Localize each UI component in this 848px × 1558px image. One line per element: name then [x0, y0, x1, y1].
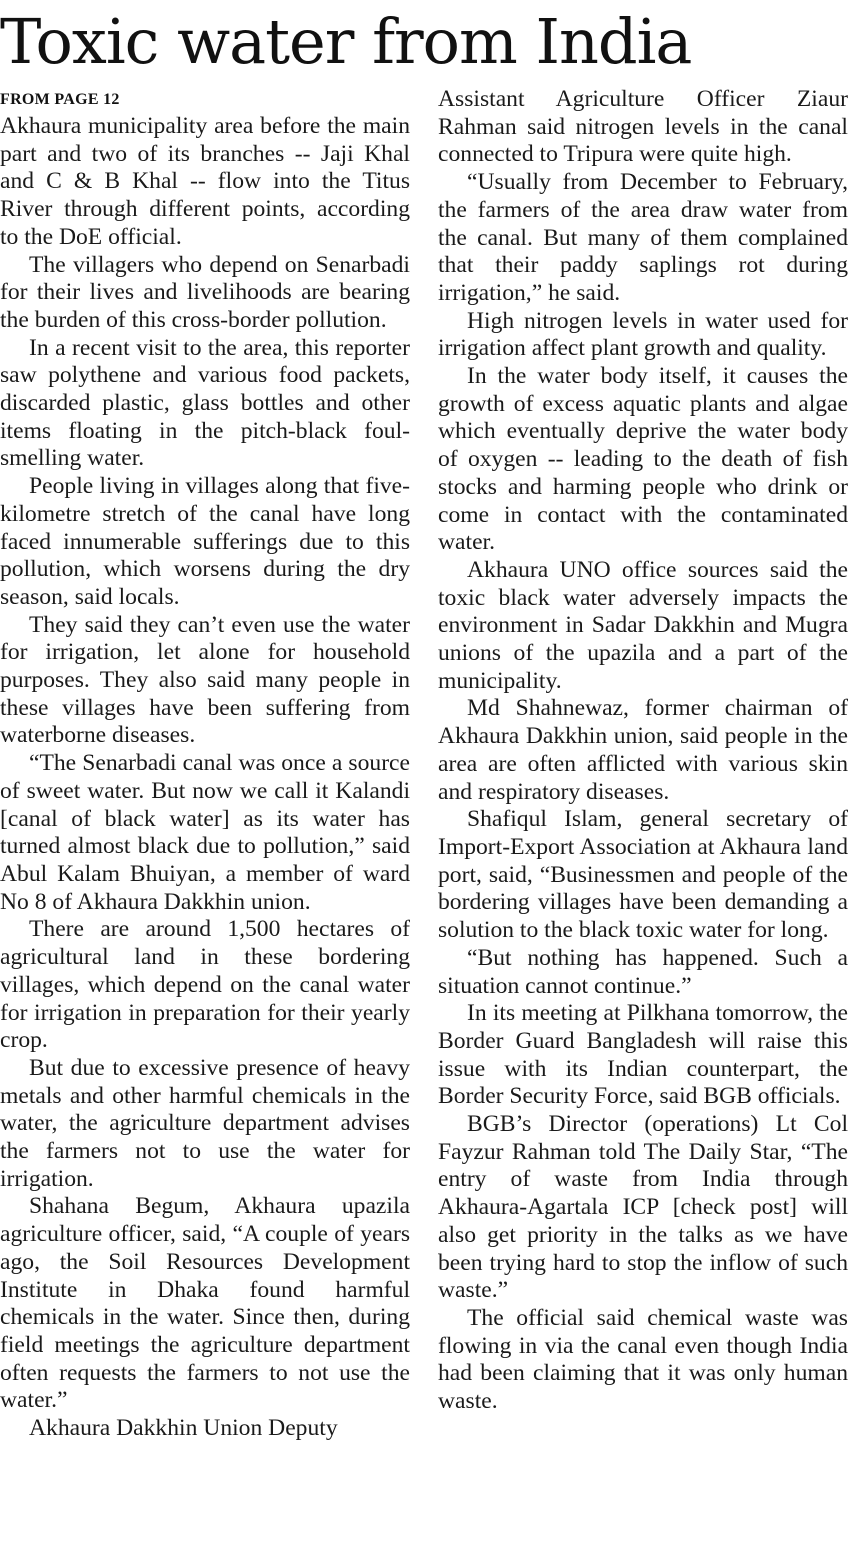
right-column	[438, 86, 848, 1556]
paragraph: Shafiqul Islam, general secretary of Import-Export Association at Akhaura land port, said, “Businessmen and people of the bordering villages have been demanding a solution to the black toxic water for long.	[438, 806, 848, 944]
paragraph: But due to excessive presence of heavy metals and other harmful chemicals in the water, the agriculture department advises the farmers not to use the water for irrigation.	[0, 1054, 410, 1192]
paragraph: There are around 1,500 hectares of agricultural land in these bordering villages, which depend on the canal water for irrigation in preparation for their yearly crop.	[0, 916, 410, 1054]
paragraph: Md Shahnewaz, former chairman of Akhaura Dakkhin union, said people in the area are often afflicted with various skin and respiratory diseases.	[438, 695, 848, 805]
paragraph: The villagers who depend on Senarbadi for their lives and livelihoods are bearing the burden of this cross-border pollution.	[0, 251, 410, 333]
paragraph: BGB’s Director (operations) Lt Col Fayzur Rahman told The Daily Star, “The entry of waste from India through Akhaura-Agartala ICP [check post] will also get priority in the talks as we have been trying hard to stop the inflow of such waste.”	[438, 1111, 848, 1304]
paragraph: People living in villages along that five-kilometre stretch of the canal have long faced innumerable sufferings due to this pollution, which worsens during the dry season, said locals.	[0, 473, 410, 610]
paragraph: “Usually from December to February, the farmers of the area draw water from the canal. But many of them complained that their paddy saplings rot during irrigation,” he said.	[438, 169, 848, 306]
paragraph: Akhaura Dakkhin Union Deputy	[29, 1415, 338, 1442]
paragraph: In its meeting at Pilkhana tomorrow, the Border Guard Bangladesh will raise this issue with its Indian counterpart, the Border Security Force, said BGB officials.	[438, 1000, 848, 1110]
paragraph: Assistant Agriculture Officer Ziaur Rahman said nitrogen levels in the canal connected to Tripura were quite high.	[438, 86, 848, 168]
headline: Toxic water from India	[0, 5, 692, 78]
continuation-kicker: FROM PAGE 12	[0, 91, 120, 108]
paragraph: “But nothing has happened. Such a situation cannot continue.”	[438, 944, 848, 999]
paragraph: “The Senarbadi canal was once a source of sweet water. But now we call it Kalandi [canal of black water] as its water has turned almost black due to pollution,” said Abul Kalam Bhuiyan, a member of ward No 8 of Akhaura Dakkhin union.	[0, 750, 410, 915]
left-column	[0, 86, 410, 1556]
paragraph: In the water body itself, it causes the growth of excess aquatic plants and algae which eventually deprive the water body of oxygen -- leading to the death of fish stocks and harming people who drink or come in contact with the contaminated water.	[438, 363, 848, 556]
paragraph: Akhaura municipality area before the main part and two of its branches -- Jaji Khal and C & B Khal -- flow into the Titus River through different points, according to the DoE official.	[0, 113, 410, 250]
paragraph: Akhaura UNO office sources said the toxic black water adversely impacts the environment in Sadar Dakkhin and Mugra unions of the upazila and a part of the municipality.	[438, 556, 848, 694]
paragraph: High nitrogen levels in water used for irrigation affect plant growth and quality.	[438, 307, 848, 362]
paragraph: Shahana Begum, Akhaura upazila agriculture officer, said, “A couple of years ago, the Soil Resources Development Institute in Dhaka found harmful chemicals in the water. Since then, during field meetings the agriculture department often requests the farmers to not use the water.”	[0, 1193, 410, 1414]
paragraph: The official said chemical waste was flowing in via the canal even though India had been claiming that it was only human waste.	[438, 1304, 848, 1415]
paragraph: They said they can’t even use the water for irrigation, let alone for household purposes. They also said many people in these villages have been suffering from waterborne diseases.	[0, 611, 410, 749]
paragraph: In a recent visit to the area, this reporter saw polythene and various food packets, discarded plastic, glass bottles and other items floating in the pitch-black foul-smelling water.	[0, 334, 410, 472]
